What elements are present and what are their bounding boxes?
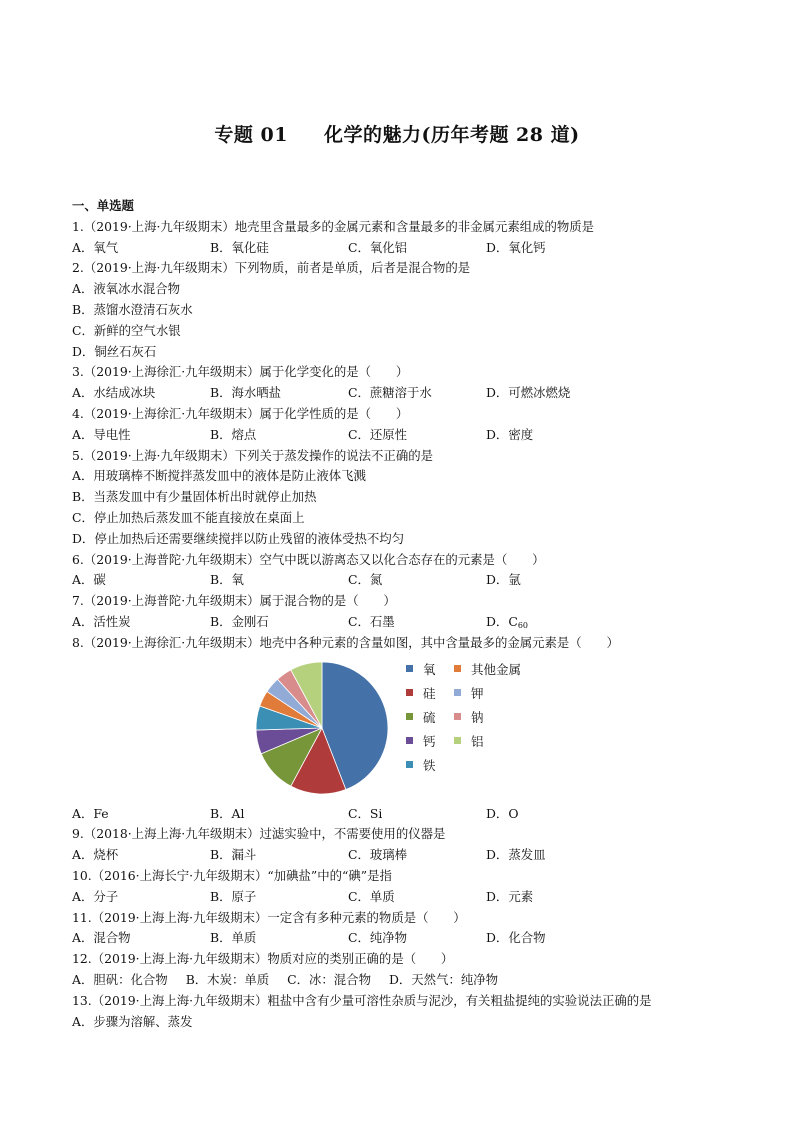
question-12-options <box>72 970 732 991</box>
option-a: A．烧杯 <box>72 847 119 863</box>
option-d: D．可燃冰燃烧 <box>486 385 571 401</box>
option-d: D．密度 <box>486 426 534 442</box>
question-8: 8.（2019·上海徐汇·九年级期末）地壳中各种元素的含量如图，其中含量最多的金属元素是（ ） <box>72 634 619 650</box>
question-1-options <box>72 238 732 259</box>
question-8-options <box>72 804 732 825</box>
option-d: D．天然气：纯净物 <box>388 971 499 987</box>
question-12: 12.（2019·上海上海·九年级期末）物质对应的类别正确的是（ ） <box>72 951 454 967</box>
legend-item-1 <box>454 660 521 678</box>
option-d: D．O <box>486 805 519 821</box>
legend-swatch <box>454 665 461 672</box>
legend-item-4 <box>406 708 436 726</box>
legend-label: 钠 <box>471 709 484 725</box>
question-11-options <box>72 928 732 949</box>
option-d: D．化合物 <box>486 930 546 946</box>
question-3-options <box>72 383 732 404</box>
legend-label: 钾 <box>471 685 484 701</box>
question-4-options <box>72 425 732 446</box>
question-10-options <box>72 887 732 908</box>
question-13: 13.（2019·上海上海·九年级期末）粗盐中含有少量可溶性杂质与泥沙，有关粗盐提纯的实验说法正确的是 <box>72 992 652 1008</box>
legend-label: 铁 <box>423 757 436 773</box>
legend-item-8 <box>406 756 436 774</box>
legend-item-7 <box>454 732 484 750</box>
option-b: B．当蒸发皿中有少量固体析出时就停止加热 <box>72 489 317 505</box>
legend-label: 硫 <box>423 709 436 725</box>
option-d: D．蒸发皿 <box>486 847 546 863</box>
option-a: A．碳 <box>72 572 106 588</box>
page-title <box>0 120 794 147</box>
option-a: A．水结成冰块 <box>72 385 156 401</box>
question-3: 3.（2019·上海徐汇·九年级期末）属于化学变化的是（ ） <box>72 364 409 380</box>
option-d <box>486 612 528 633</box>
option-d-subscript: 60 <box>517 620 528 630</box>
option-b: B．金刚石 <box>210 613 269 629</box>
question-5: 5.（2019·上海·九年级期末）下列关于蒸发操作的说法不正确的是 <box>72 447 433 463</box>
question-9: 9.（2018·上海上海·九年级期末）过滤实验中，不需要使用的仪器是 <box>72 826 446 842</box>
option-c: C．纯净物 <box>348 930 408 946</box>
question-6-options <box>72 570 732 591</box>
option-c: C．蔗糖溶于水 <box>348 385 432 401</box>
legend-item-2 <box>406 684 436 702</box>
option-b: B．原子 <box>210 888 257 904</box>
title-main: 化学的魅力(历年考题 28 道) <box>323 124 580 146</box>
option-c: C．Si <box>348 805 383 821</box>
option-a: A．Fe <box>72 805 109 821</box>
legend-label: 其他金属 <box>471 661 522 677</box>
option-c: C．新鲜的空气水银 <box>72 322 181 338</box>
option-b: B．木炭：单质 <box>185 971 270 987</box>
legend-item-0 <box>406 660 436 678</box>
option-d: D．铜丝石灰石 <box>72 343 157 359</box>
option-c: C．停止加热后蒸发皿不能直接放在桌面上 <box>72 509 305 525</box>
legend-label: 钙 <box>423 733 436 749</box>
option-c: C．冰：混合物 <box>287 971 371 987</box>
option-d: D．停止加热后还需要继续搅拌以防止残留的液体受热不均匀 <box>72 530 405 546</box>
option-a: A．液氧冰水混合物 <box>72 281 181 297</box>
option-d: D．氩 <box>486 572 521 588</box>
legend-swatch <box>454 689 461 696</box>
question-6: 6.（2019·上海普陀·九年级期末）空气中既以游离态又以化合态存在的元素是（ ） <box>72 551 545 567</box>
title-prefix: 专题 01 <box>214 124 288 146</box>
legend-swatch <box>406 761 413 768</box>
option-a: A．用玻璃棒不断搅拌蒸发皿中的液体是防止液体飞溅 <box>72 468 366 484</box>
option-b: B．Al <box>210 805 245 821</box>
legend-swatch <box>454 713 461 720</box>
option-b: B．氧化硅 <box>210 239 269 255</box>
option-a: A．氧气 <box>72 239 119 255</box>
pie-chart <box>72 654 732 804</box>
question-7-options <box>72 612 732 633</box>
option-b: B．蒸馏水澄清石灰水 <box>72 301 193 317</box>
legend-item-3 <box>454 684 484 702</box>
question-2: 2.（2019·上海·九年级期末）下列物质，前者是单质，后者是混合物的是 <box>72 260 471 276</box>
option-a: A．导电性 <box>72 426 131 442</box>
question-7: 7.（2019·上海普陀·九年级期末）属于混合物的是（ ） <box>72 593 396 609</box>
option-d-text: D．C <box>486 613 518 629</box>
legend-swatch <box>406 737 413 744</box>
question-list <box>72 196 732 1032</box>
option-d: D．元素 <box>486 888 534 904</box>
pie-chart-svg <box>252 658 392 798</box>
question-11: 11.（2019·上海上海·九年级期末）一定含有多种元素的物质是（ ） <box>72 909 466 925</box>
option-b: B．漏斗 <box>210 847 257 863</box>
legend-label: 铝 <box>471 733 484 749</box>
question-10: 10.（2016·上海长宁·九年级期末）“加碘盐”中的“碘”是指 <box>72 867 392 883</box>
option-b: B．氧 <box>210 572 244 588</box>
legend-swatch <box>406 689 413 696</box>
option-c: C．石墨 <box>348 613 395 629</box>
question-9-options <box>72 845 732 866</box>
question-1: 1.（2019·上海·九年级期末）地壳里含量最多的金属元素和含量最多的非金属元素组成的物质是 <box>72 218 595 234</box>
option-a: A．分子 <box>72 888 119 904</box>
option-c: C．氧化铝 <box>348 239 408 255</box>
option-b: B．熔点 <box>210 426 257 442</box>
section-heading: 一、单选题 <box>72 198 134 213</box>
legend-label: 硅 <box>423 685 436 701</box>
legend-swatch <box>406 665 413 672</box>
option-b: B．单质 <box>210 930 257 946</box>
option-c: C．单质 <box>348 888 395 904</box>
legend-label: 氧 <box>423 661 436 677</box>
option-a: A．混合物 <box>72 930 131 946</box>
option-b: B．海水晒盐 <box>210 385 282 401</box>
legend-item-6 <box>406 732 436 750</box>
option-a: A．活性炭 <box>72 613 131 629</box>
option-a: A．胆矾：化合物 <box>72 971 168 987</box>
legend-swatch <box>454 737 461 744</box>
option-c: C．玻璃棒 <box>348 847 408 863</box>
legend-swatch <box>406 713 413 720</box>
option-d: D．氧化钙 <box>486 239 546 255</box>
question-4: 4.（2019·上海徐汇·九年级期末）属于化学性质的是（ ） <box>72 405 409 421</box>
option-c: C．氮 <box>348 572 383 588</box>
legend-item-5 <box>454 708 484 726</box>
option-c: C．还原性 <box>348 426 408 442</box>
option-a: A．步骤为溶解、蒸发 <box>72 1013 193 1029</box>
